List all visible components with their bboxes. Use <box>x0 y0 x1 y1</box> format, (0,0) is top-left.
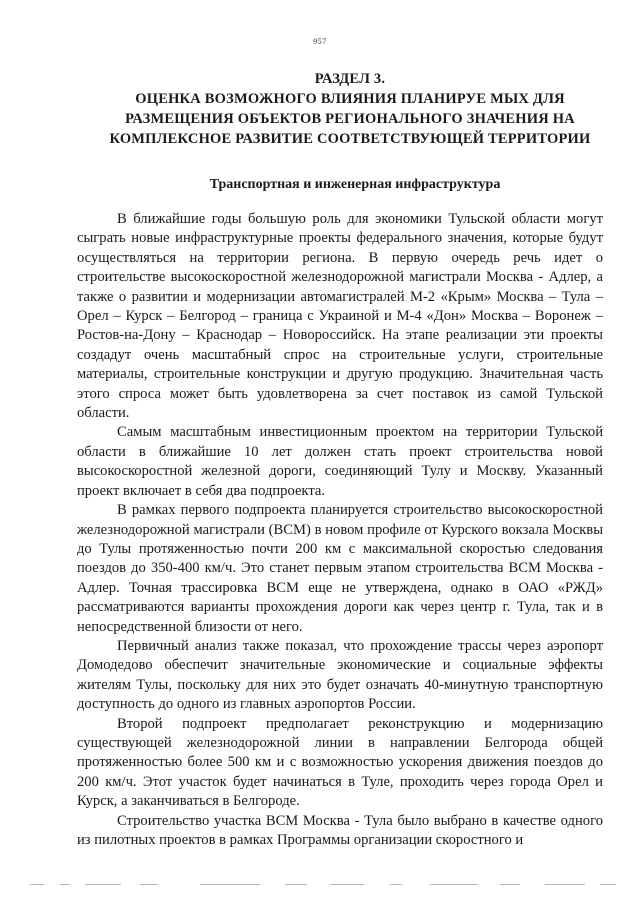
section-heading-line: РАЗМЕЩЕНИЯ ОБЪЕКТОВ РЕГИОНАЛЬНОГО ЗНАЧЕНИЯ НА <box>125 111 575 127</box>
scan-mark <box>285 884 307 885</box>
scan-mark <box>60 884 70 885</box>
paragraph: Первичный анализ также показал, что прохождение трассы через аэропорт Домодедово обеспечит значительные экономические и социальные эффекты жителям Тулы, поскольку для них это будет означать 40-минутную транспортную доступность до одного из главных аэропортов России. <box>77 637 603 713</box>
body-text <box>77 210 603 850</box>
scan-mark <box>500 884 520 885</box>
paragraph: В ближайшие годы большую роль для экономики Тульской области могут сыграть новые инфраструктурные проекты федерального значения, которые будут осуществляться на территории региона. В первую очередь речь идет о строительстве высокоскоростной железнодорожной магистрали Москва - Адлер, а также о развитии и модернизации автомагистралей М-2 «Крым» Москва – Тула – Орел – Курск – Белгород – граница с Украиной и М-4 «Дон» Москва – Воронеж – Ростов-на-Дону – Краснодар – Новороссийск. На этапе реализации эти проекты создадут очень масштабный спрос на строительные услуги, строительные материалы, строительные конструкции и другую продукцию. Значительная часть этого спроса может быть удовлетворена за счет поставок из самой Тульской области. <box>77 211 603 422</box>
scan-mark <box>140 884 158 885</box>
scan-mark <box>30 884 44 885</box>
scan-mark <box>390 884 402 885</box>
section-heading <box>60 69 640 149</box>
scan-mark <box>85 884 121 885</box>
page-number: 957 <box>313 37 327 46</box>
section-heading-line: РАЗДЕЛ 3. <box>314 71 386 87</box>
paragraph: Самым масштабным инвестиционным проектом на территории Тульской области в ближайшие 10 лет должен стать проект строительства новой высокоскоростной железной дороги, соединяющий Тулу и Москву. Указанный проект включает в себя два подпроекта. <box>77 424 603 499</box>
section-heading-line: ОЦЕНКА ВОЗМОЖНОГО ВЛИЯНИЯ ПЛАНИРУЕ МЫХ ДЛЯ <box>135 91 565 107</box>
section-heading-line: КОМПЛЕКСНОЕ РАЗВИТИЕ СООТВЕТСТВУЮЩЕЙ ТЕРРИТОРИИ <box>109 131 591 147</box>
scan-mark <box>430 884 478 885</box>
paragraph: Второй подпроект предполагает реконструкцию и модернизацию существующей железнодорожной линии в направлении Белгорода общей протяженностью более 500 км и с возможностью ускорения движения поездов до 200 км/ч. Этот участок будет начинаться в Туле, проходить через города Орел и Курск, а заканчиваться в Белгороде. <box>77 715 603 810</box>
paragraph: В рамках первого подпроекта планируется строительство высокоскоростной железнодорожной магистрали (ВСМ) в новом профиле от Курского вокзала Москвы до Тулы протяженностью почти 200 км с максимальной скоростью следования поездов до 350-400 км/ч. Это станет первым этапом строительства ВСМ Москва - Адлер. Точная трассировка ВСМ еще не утверждена, однако в ОАО «РЖД» рассматриваются варианты прохождения дороги как через центр г. Тула, так и в непосредственной близости от него. <box>77 502 603 635</box>
scan-mark <box>200 884 260 885</box>
subsection-heading: Транспортная и инженерная инфраструктура <box>209 177 501 192</box>
scan-mark <box>545 884 585 885</box>
scan-mark <box>330 884 364 885</box>
scan-mark <box>600 884 616 885</box>
paragraph: Строительство участка ВСМ Москва - Тула было выбрано в качестве одного из пилотных проектов в рамках Программы организации скоростного и <box>77 812 603 848</box>
scan-artifact-marks <box>30 884 620 886</box>
